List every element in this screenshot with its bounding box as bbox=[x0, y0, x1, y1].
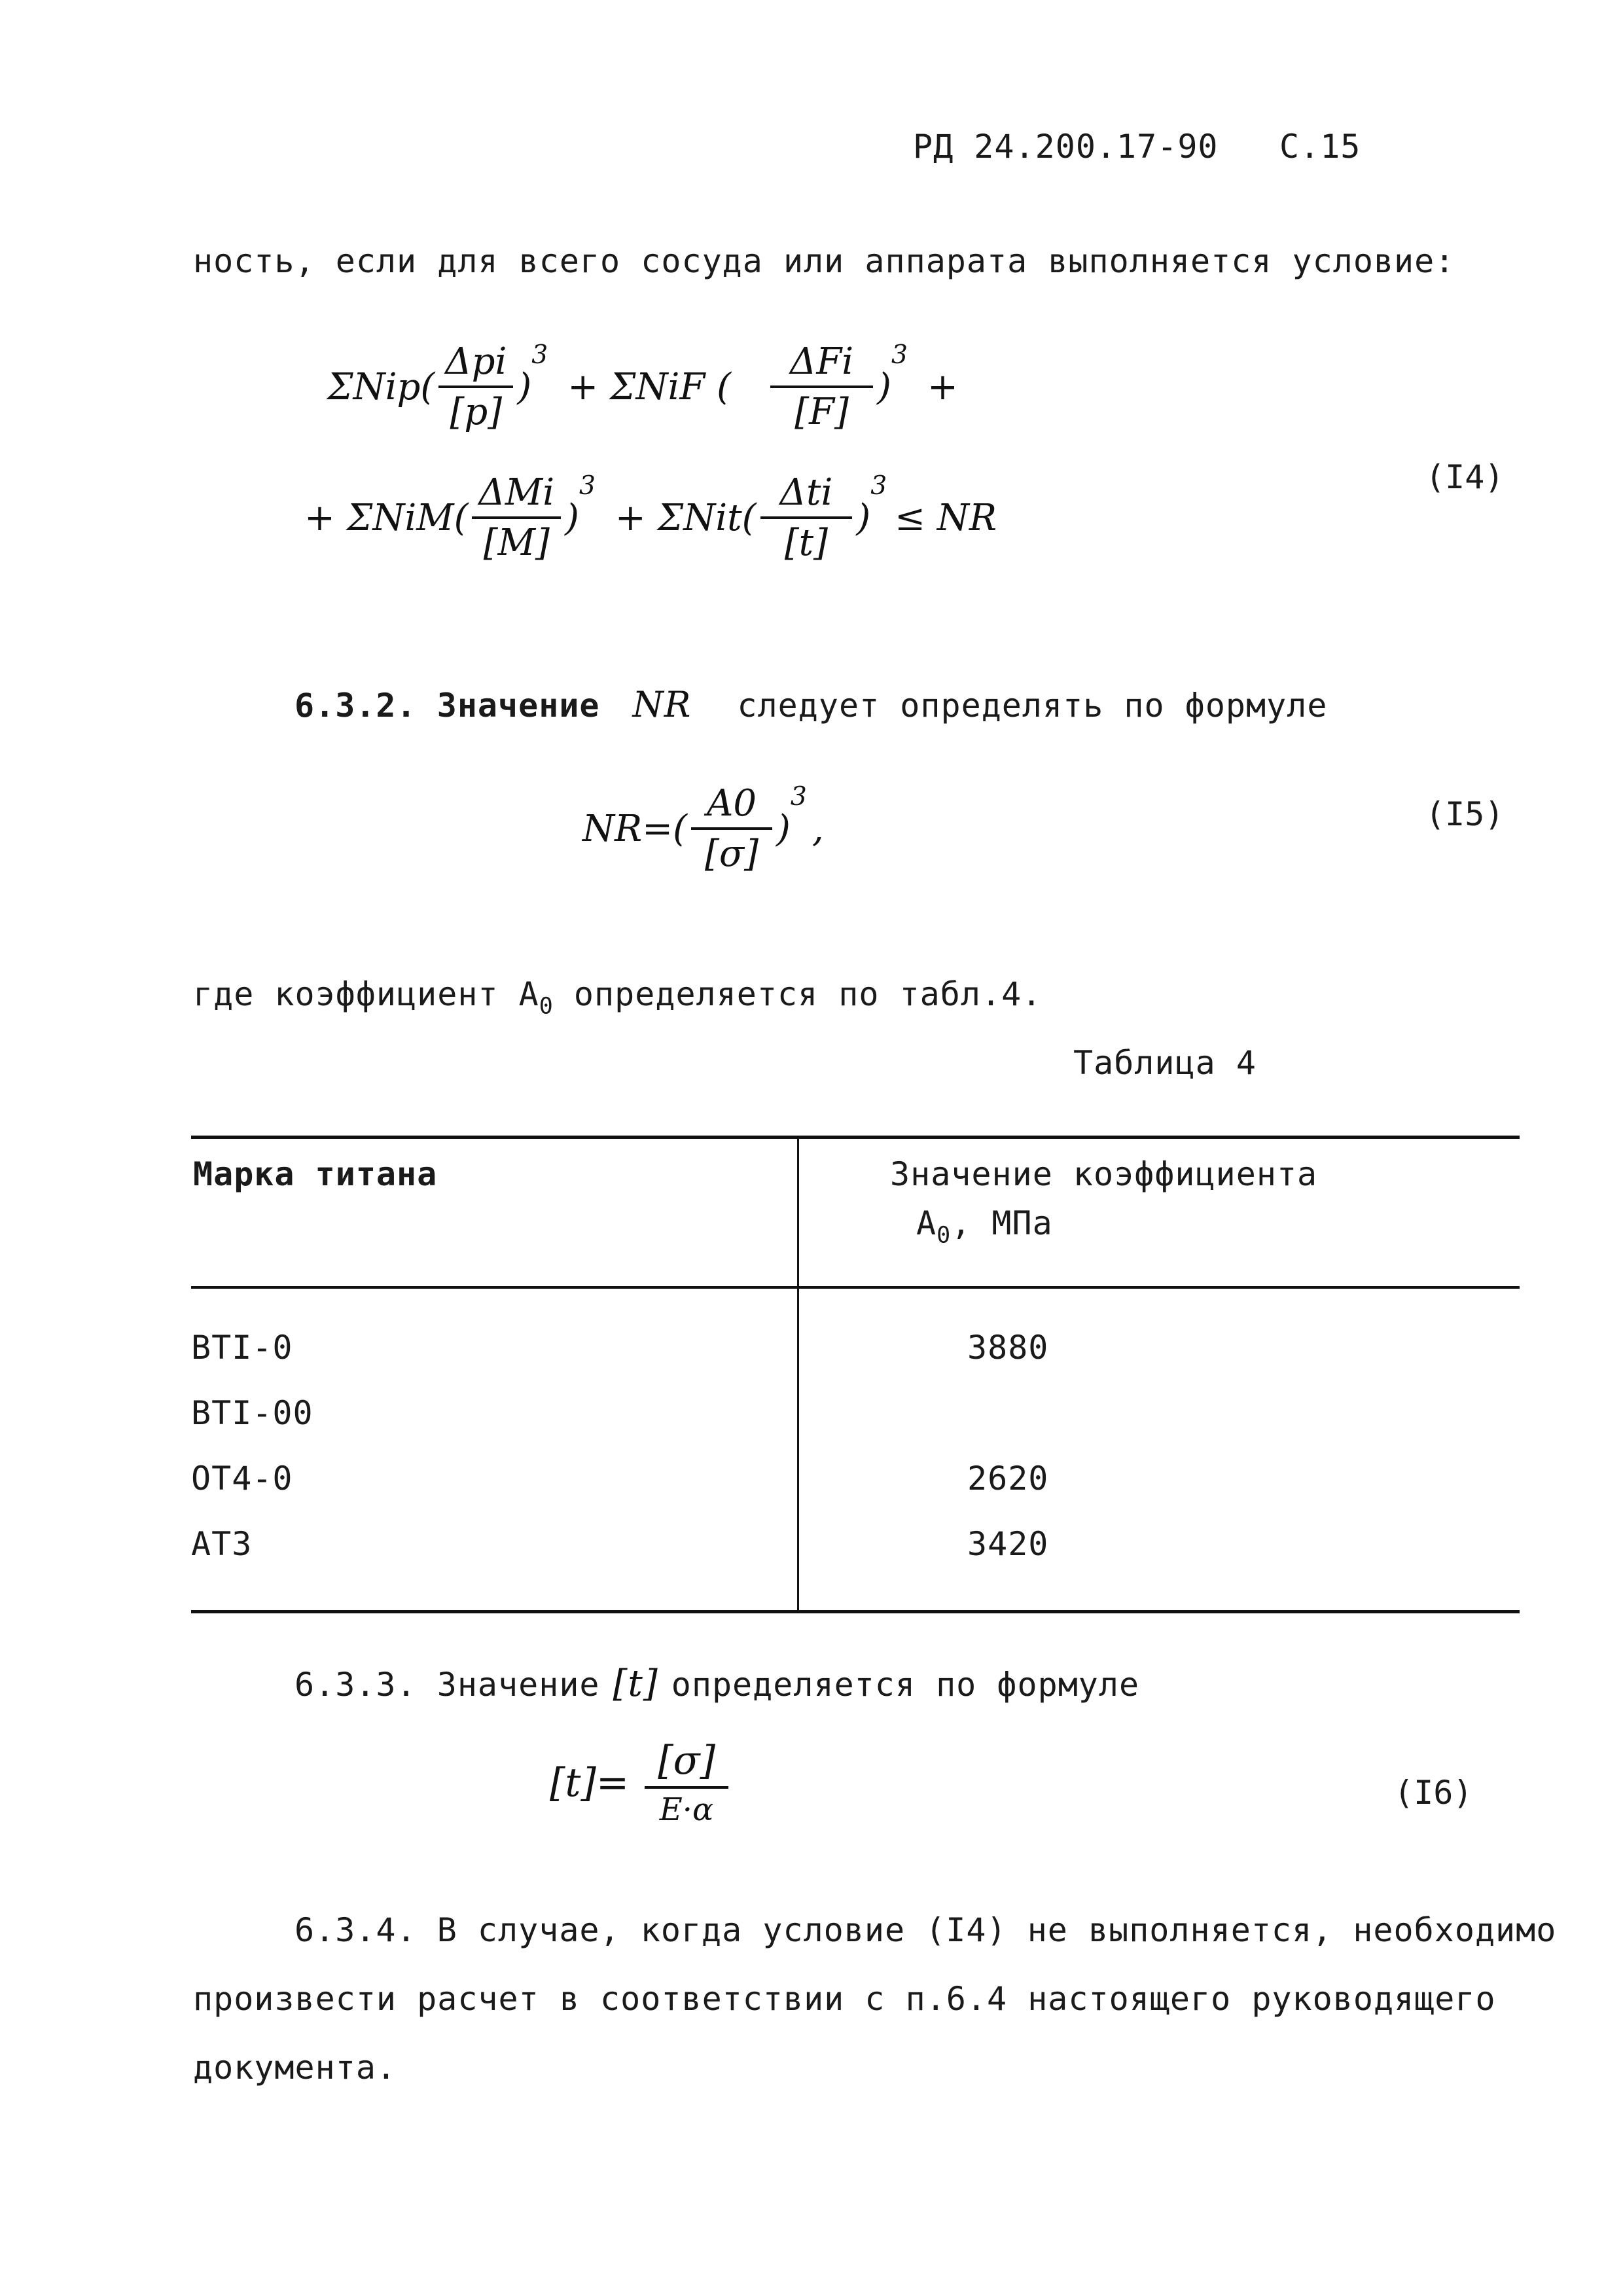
formula-14-term-3-numerator: ΔMi bbox=[472, 471, 561, 519]
formula-14-term-4-close: ) bbox=[856, 496, 871, 539]
formula-15-fraction bbox=[691, 782, 772, 875]
table-row-4-grade: AT3 bbox=[191, 1525, 253, 1563]
where-line-text-a: где коэффициент A bbox=[193, 975, 539, 1013]
formula-15-tail: , bbox=[812, 807, 824, 850]
doc-code: РД 24.200.17-90 bbox=[913, 128, 1219, 166]
paragraph-6-3-3 bbox=[294, 1662, 1139, 1705]
paragraph-6-3-3-text-b: определяется по формуле bbox=[671, 1666, 1140, 1704]
formula-16-numerator: [σ] bbox=[645, 1738, 728, 1789]
t-symbol: [t] bbox=[613, 1662, 658, 1705]
page-number: С.15 bbox=[1279, 128, 1361, 166]
formula-14-line-2-tail: ≤ NR bbox=[895, 496, 997, 539]
formula-15-lhs: NR=( bbox=[582, 807, 687, 850]
equation-number-14: (I4) bbox=[1425, 458, 1505, 496]
formula-14-term-1-fraction bbox=[438, 340, 513, 433]
formula-14-term-2-numerator: ΔFi bbox=[770, 340, 873, 388]
paragraph-6-3-4-line-1: 6.3.4. В случае, когда условие (I4) не выполняется, необходимо bbox=[294, 1911, 1557, 1949]
where-line-subscript: 0 bbox=[539, 993, 554, 1020]
formula-14-term-2-fraction bbox=[770, 340, 873, 433]
formula-15 bbox=[582, 782, 824, 875]
table-row-3-value: 2620 bbox=[967, 1460, 1049, 1498]
table-column-divider bbox=[797, 1139, 799, 1610]
formula-14-term-3-prefix: + ΣNiM( bbox=[304, 496, 469, 539]
intro-line: ность, если для всего сосуда или аппарата выполняется условие: bbox=[193, 242, 1455, 280]
formula-14-term-4-fraction bbox=[760, 471, 853, 564]
formula-14-term-3-close: ) bbox=[565, 496, 579, 539]
nr-symbol: NR bbox=[632, 684, 692, 725]
paragraph-6-3-2-text-a: 6.3.2. Значение bbox=[294, 687, 600, 725]
formula-14-term-4-exponent: 3 bbox=[870, 471, 887, 501]
where-line-text-b: определяется по табл.4. bbox=[553, 975, 1043, 1013]
formula-14-term-1-prefix: ΣNip( bbox=[327, 365, 435, 408]
formula-15-close: ) bbox=[776, 807, 791, 850]
formula-14-term-2-close: ) bbox=[877, 365, 892, 408]
formula-14-term-4-denominator: [t] bbox=[784, 522, 829, 564]
where-line bbox=[193, 975, 1042, 1019]
formula-14-term-3-exponent: 3 bbox=[579, 471, 596, 501]
formula-14-term-4-numerator: Δti bbox=[760, 471, 853, 519]
formula-14-term-2-denominator: [F] bbox=[794, 391, 849, 433]
table-header-value-line-2 bbox=[916, 1204, 1053, 1248]
table-header-rule bbox=[191, 1286, 1520, 1289]
table-header-value-unit: , МПа bbox=[951, 1204, 1053, 1242]
table-header-grade: Марка титана bbox=[193, 1155, 438, 1193]
formula-14-line-1 bbox=[327, 340, 958, 433]
formula-15-denominator: [σ] bbox=[705, 833, 758, 875]
equation-number-16: (I6) bbox=[1394, 1774, 1473, 1812]
table-row-2-grade: BTI-00 bbox=[191, 1394, 313, 1432]
table-header-value-subscript: 0 bbox=[936, 1222, 952, 1249]
formula-14-line-1-tail: + bbox=[927, 365, 958, 408]
table-row-1-grade: BTI-0 bbox=[191, 1329, 293, 1367]
formula-14-term-1-exponent: 3 bbox=[531, 340, 548, 370]
formula-14-term-2-exponent: 3 bbox=[891, 340, 908, 370]
formula-14-term-2-prefix: + ΣNiF ( bbox=[567, 365, 731, 408]
paragraph-6-3-4-line-3: документа. bbox=[193, 2049, 397, 2087]
paragraph-6-3-4-line-2: произвести расчет в соответствии с п.6.4 настоящего руководящего bbox=[193, 1980, 1496, 2018]
formula-16-denominator: E·α bbox=[659, 1791, 714, 1828]
table-row-3-grade: OT4-0 bbox=[191, 1460, 293, 1498]
equation-number-15: (I5) bbox=[1425, 795, 1505, 833]
formula-14-term-1-close: ) bbox=[517, 365, 532, 408]
formula-14-term-1-numerator: Δpi bbox=[438, 340, 513, 388]
table-row-1-value: 3880 bbox=[967, 1329, 1049, 1367]
formula-14-term-1-denominator: [p] bbox=[450, 391, 503, 433]
table-header-value-line-1: Значение коэффициента bbox=[890, 1155, 1318, 1193]
table-bottom-rule bbox=[191, 1610, 1520, 1613]
formula-14-term-4-prefix: + ΣNit( bbox=[615, 496, 757, 539]
formula-15-exponent: 3 bbox=[790, 782, 807, 812]
table-top-rule bbox=[191, 1136, 1520, 1139]
formula-14-line-2 bbox=[304, 471, 997, 564]
formula-16 bbox=[550, 1738, 728, 1828]
formula-14-term-3-fraction bbox=[472, 471, 561, 564]
formula-16-fraction bbox=[645, 1738, 728, 1828]
formula-14-term-3-denominator: [M] bbox=[483, 522, 550, 564]
formula-16-lhs: [t]= bbox=[550, 1760, 630, 1806]
table-header-value-symbol: A bbox=[916, 1204, 937, 1242]
paragraph-6-3-2 bbox=[294, 684, 1327, 725]
paragraph-6-3-2-text-b: следует определять по формуле bbox=[737, 687, 1328, 725]
paragraph-6-3-3-text-a: 6.3.3. Значение bbox=[294, 1666, 600, 1704]
formula-15-numerator: A0 bbox=[691, 782, 772, 830]
table-caption: Таблица 4 bbox=[1073, 1044, 1257, 1082]
table-row-4-value: 3420 bbox=[967, 1525, 1049, 1563]
